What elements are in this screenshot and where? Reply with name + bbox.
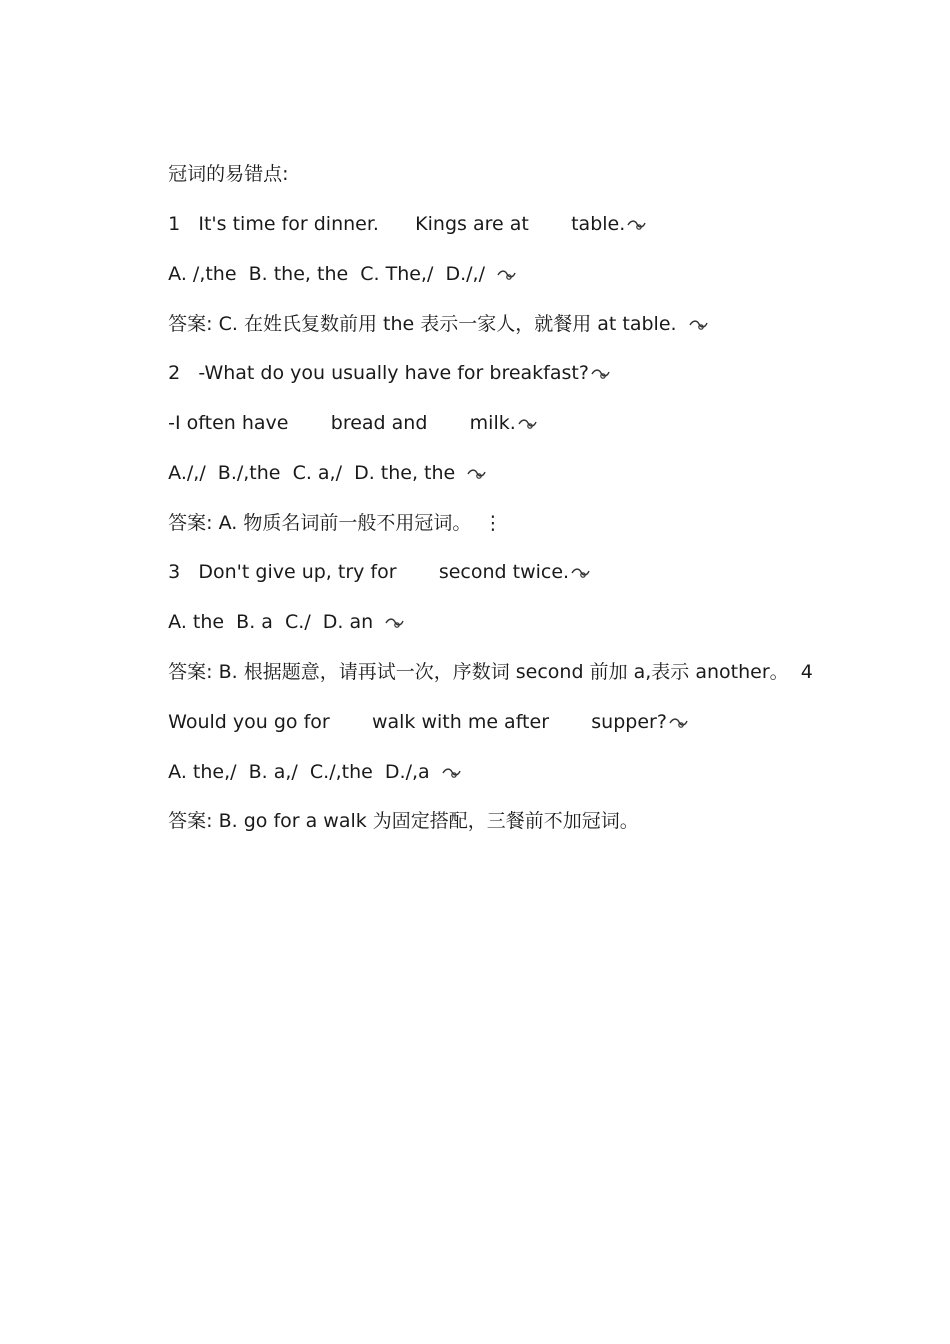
line-text: -I often have bread and milk. (168, 412, 516, 434)
paragraph-mark-icon (385, 616, 404, 630)
line-text: 答案: B. 根据题意，请再试一次，序数词 second 前加 a,表示 another。 4 (168, 661, 813, 683)
line-text: A. /,the B. the, the C. The,/ D./,/ (168, 263, 485, 285)
paragraph-mark-icon (518, 417, 537, 431)
line-text: A./,/ B./,the C. a,/ D. the, the (168, 462, 456, 484)
line-text: 3 Don't give up, try for second twice. (168, 561, 570, 583)
line-text: 答案: A. 物质名词前一般不用冠词。 ⋮ (168, 512, 503, 534)
paragraph-mark-icon (497, 268, 516, 282)
question-4-answer (144, 785, 639, 857)
line-text: 2 -What do you usually have for breakfast? (168, 362, 589, 384)
heading-text: 冠词的易错点: (168, 163, 289, 185)
paragraph-mark-icon (627, 218, 646, 232)
paragraph-mark-icon (669, 716, 688, 730)
paragraph-mark-icon (467, 467, 486, 481)
line-text: 答案: C. 在姓氏复数前用 the 表示一家人，就餐用 at table. (168, 313, 677, 335)
paragraph-mark-icon (591, 367, 610, 381)
line-text: A. the,/ B. a,/ C./,the D./,a (168, 761, 430, 783)
line-text: Would you go for walk with me after supper? (168, 711, 667, 733)
paragraph-mark-icon (689, 318, 708, 332)
paragraph-mark-icon (571, 566, 590, 580)
line-text: 1 It's time for dinner. Kings are at table. (168, 213, 626, 235)
line-text: 答案: B. go for a walk 为固定搭配，三餐前不加冠词。 (168, 810, 639, 832)
line-text: A. the B. a C./ D. an (168, 611, 374, 633)
paragraph-mark-icon (442, 766, 461, 780)
